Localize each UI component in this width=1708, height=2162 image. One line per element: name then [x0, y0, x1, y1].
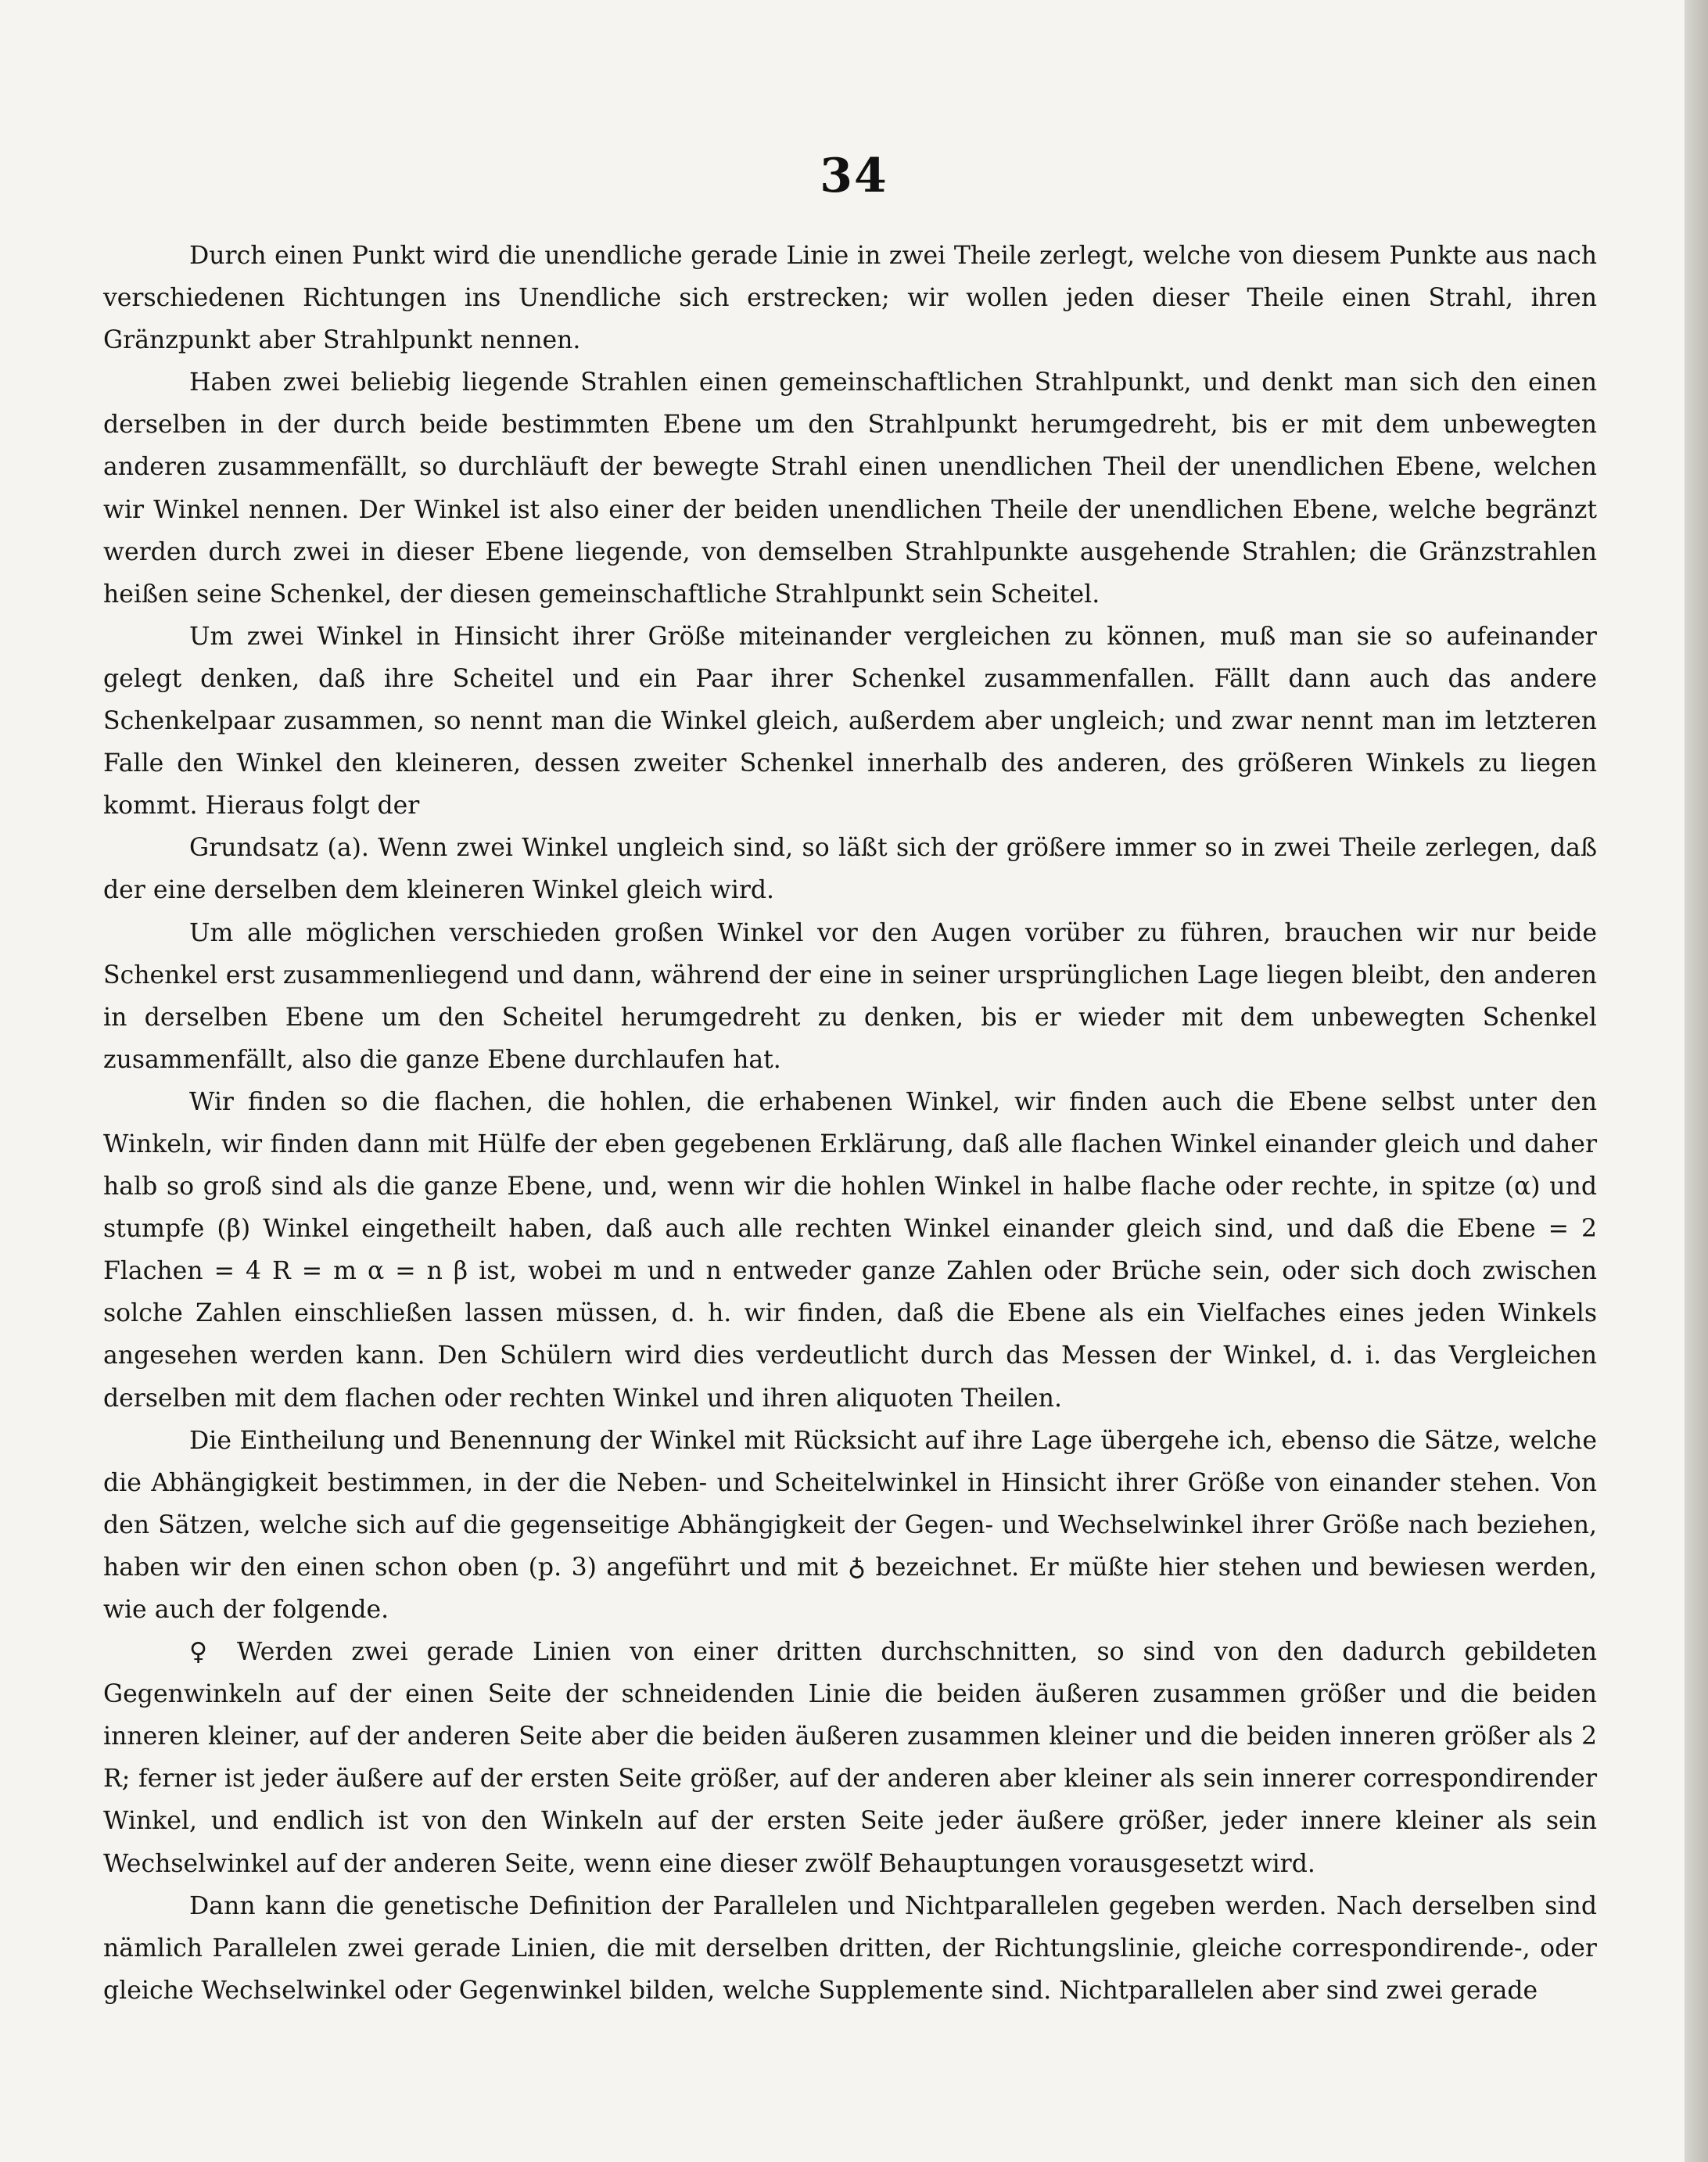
- paragraph-classification: Die Eintheilung und Benennung der Winkel mit Rücksicht auf ihre Lage übergehe ich, ebenso die Sätze, welche die Abhängigkeit bestimmen, in der die Neben- und Scheitelwinkel in Hinsicht ihrer Größe von einander stehen. Von den Sätzen, welche sich auf die gegenseitige Abhängigkeit der Gegen- und Wechselwinkel ihrer Größe nach beziehen, haben wir den einen schon oben (p. 3) angeführt und mit ♁ bezeichnet. Er müßte hier stehen und bewiesen werden, wie auch der folgende.: [103, 1426, 1597, 1624]
- paragraph-angle-definition: Haben zwei beliebig liegende Strahlen einen gemeinschaftlichen Strahlpunkt, und denkt man sich den einen derselben in der durch beide bestimmten Ebene um den Strahlpunkt herumgedreht, bis er mit dem unbewegten anderen zusammenfällt, so durchläuft der bewegte Strahl einen unendlichen Theil der unendlichen Ebene, welchen wir Winkel nennen. Der Winkel ist also einer der beiden unendlichen Theile der unendlichen Ebene, welche begränzt werden durch zwei in dieser Ebene liegende, von demselben Strahlpunkte ausgehende Strahlen; die Gränzstrahlen heißen seine Schenkel, der diesen gemeinschaftliche Strahlpunkt sein Scheitel.: [103, 368, 1597, 609]
- paragraph-angle-comparison: Um zwei Winkel in Hinsicht ihrer Größe miteinander vergleichen zu können, muß man sie so aufeinander gelegt denken, daß ihre Scheitel und ein Paar ihrer Schenkel zusammenfallen. Fällt dann auch das andere Schenkelpaar zusammen, so nennt man die Winkel gleich, außerdem aber ungleich; und zwar nennt man im letzteren Falle den Winkel den kleineren, dessen zweiter Schenkel innerhalb des anderen, des größeren Winkels zu liegen kommt. Hieraus folgt der: [103, 622, 1597, 821]
- paragraph-parallels-definition: Dann kann die genetische Definition der Parallelen und Nichtparallelen gegeben werden. Nach derselben sind nämlich Parallelen zwei gerade Linien, die mit derselben dritten, der Richtungslinie, gleiche correspondirende-, oder gleiche Wechselwinkel oder Gegenwinkel bilden, welche Supplemente sind. Nichtparallelen aber sind zwei gerade: [103, 1891, 1597, 2005]
- paragraph-all-angles: Um alle möglichen verschieden großen Winkel vor den Augen vorüber zu führen, brauchen wir nur beide Schenkel erst zusammenliegend und dann, während der eine in seiner ursprünglichen Lage liegen bleibt, den anderen in derselben Ebene um den Scheitel herumgedreht zu denken, bis er wieder mit dem unbewegten Schenkel zusammenfällt, also die ganze Ebene durchlaufen hat.: [103, 918, 1597, 1074]
- page-number: 34: [820, 149, 888, 203]
- page-spine-shadow: [1685, 0, 1708, 2162]
- paragraph-axiom-a: Grundsatz (a). Wenn zwei Winkel ungleich sind, so läßt sich der größere immer so in zwei Theile zerlegen, daß der eine derselben dem kleineren Winkel gleich wird.: [103, 834, 1597, 905]
- paragraph-theorem-venus: ♀ Werden zwei gerade Linien von einer dritten durchschnitten, so sind von den dadurch gebildeten Gegenwinkeln auf der einen Seite der schneidenden Linie die beiden äußeren zusammen größer und die beiden inneren kleiner, auf der anderen Seite aber die beiden äußeren zusammen kleiner und die beiden inneren größer als 2 R; ferner ist jeder äußere auf der ersten Seite größer, auf der anderen aber kleiner als sein innerer correspondirender Winkel, und endlich ist von den Winkeln auf der ersten Seite jeder äußere größer, jeder innere kleiner als sein Wechselwinkel auf der anderen Seite, wenn eine dieser zwölf Behauptungen vorausgesetzt wird.: [103, 1638, 1597, 1878]
- paragraph-angle-types: Wir finden so die flachen, die hohlen, die erhabenen Winkel, wir finden auch die Ebene selbst unter den Winkeln, wir finden dann mit Hülfe der eben gegebenen Erklärung, daß alle flachen Winkel einander gleich und daher halb so groß sind als die ganze Ebene, und, wenn wir die hohlen Winkel in halbe flache oder rechte, in spitze (α) und stumpfe (β) Winkel eingetheilt haben, daß auch alle rechten Winkel einander gleich sind, und daß die Ebene = 2 Flachen = 4 R = m α = n β ist, wobei m und n entweder ganze Zahlen oder Brüche sein, oder sich doch zwischen solche Zahlen einschließen lassen müssen, d. h. wir finden, daß die Ebene als ein Vielfaches eines jeden Winkels angesehen werden kann. Den Schülern wird dies verdeutlicht durch das Messen der Winkel, d. i. das Vergleichen derselben mit dem flachen oder rechten Winkel und ihren aliquoten Theilen.: [103, 1087, 1597, 1413]
- paragraph-ray-definition: Durch einen Punkt wird die unendliche gerade Linie in zwei Theile zerlegt, welche von diesem Punkte aus nach verschiedenen Richtungen ins Unendliche sich erstrecken; wir wollen jeden dieser Theile einen Strahl, ihren Gränzpunkt aber Strahlpunkt nennen.: [103, 242, 1597, 355]
- body-text: [103, 235, 1597, 2012]
